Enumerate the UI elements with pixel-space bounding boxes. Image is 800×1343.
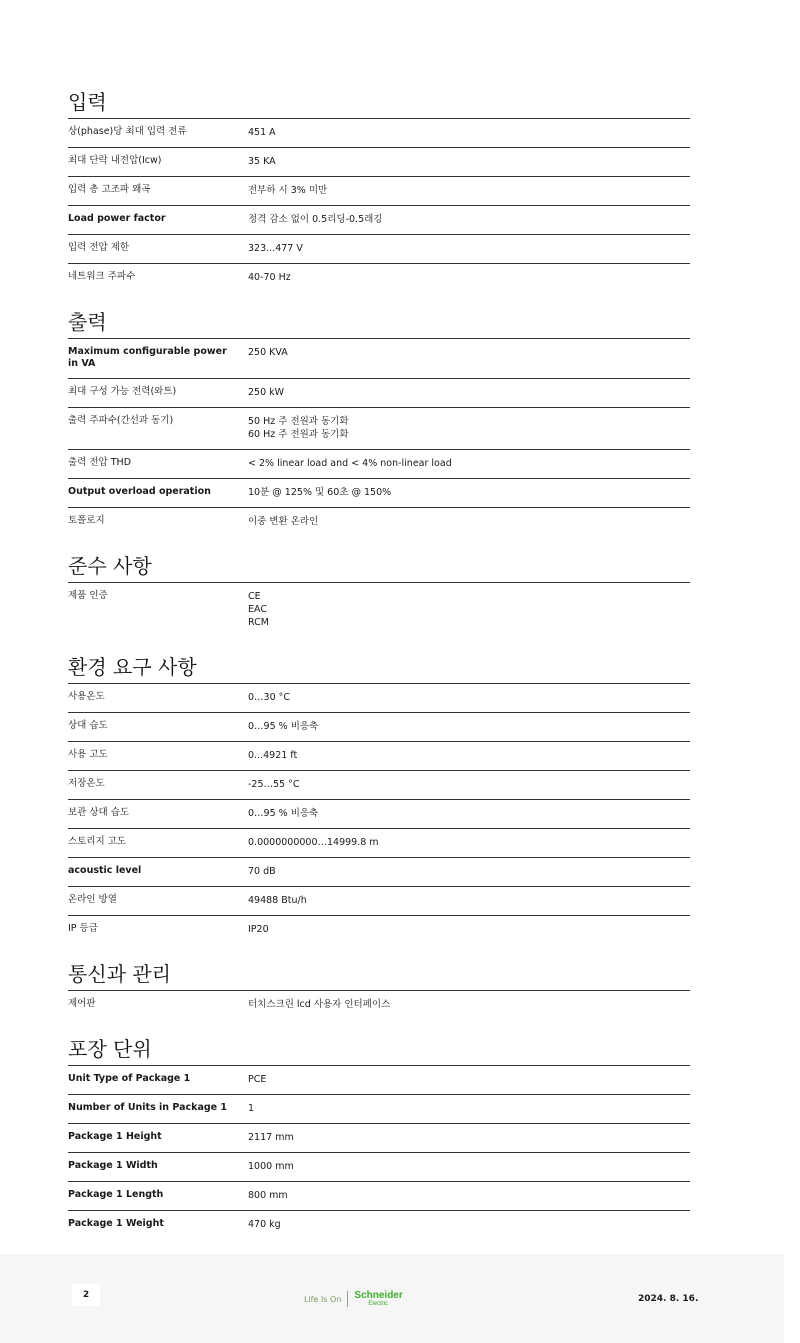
spec-section [68,550,690,637]
spec-value [248,242,690,255]
spec-row [68,408,690,450]
spec-label: 출력 주파수(간선과 동기) [68,415,174,426]
spec-value-line: RCM [248,617,269,628]
spec-content [68,86,690,1239]
spec-value [248,865,690,878]
spec-label: 최대 구성 가능 전력(와트) [68,386,177,397]
spec-row [68,713,690,742]
spec-label: Output overload operation [68,486,211,497]
spec-row [68,1124,690,1153]
section-title: 통신과 관리 [68,958,690,991]
spec-label: Package 1 Width [68,1160,158,1171]
brand-name: Schneider [354,1290,403,1301]
spec-value-line: 1 [248,1103,255,1114]
spec-value-line: CE [248,591,261,602]
spec-value-line: 70 dB [248,866,276,877]
spec-value-line: 1000 mm [248,1161,294,1172]
spec-label: 최대 단락 내전압(Icw) [68,155,162,166]
spec-value-line: 0…95 % 비응축 [248,721,319,732]
spec-value-line: 451 A [248,127,276,138]
spec-label: 제품 인증 [68,590,108,601]
spec-row [68,991,690,1019]
spec-value [248,836,690,849]
spec-row [68,1211,690,1239]
spec-value [248,1160,690,1173]
spec-row [68,264,690,292]
spec-row [68,1066,690,1095]
spec-value-line: IP20 [248,924,269,935]
spec-value-line: 50 Hz 주 전원과 동기화 [248,416,349,427]
section-title: 출력 [68,306,690,339]
page-number: 2 [72,1284,100,1306]
spec-label: 제어판 [68,998,96,1009]
spec-row [68,379,690,408]
spec-section [68,958,690,1019]
spec-section [68,651,690,944]
spec-value [248,415,690,441]
spec-label: 입력 전압 제한 [68,242,130,253]
spec-value-line: 250 KVA [248,347,288,358]
spec-value [248,515,690,528]
spec-value [248,778,690,791]
section-title: 입력 [68,86,690,119]
spec-value [248,807,690,820]
spec-value [248,720,690,733]
spec-row [68,916,690,944]
spec-value [248,749,690,762]
spec-label: Package 1 Length [68,1189,164,1200]
spec-label: 토폴로지 [68,515,105,526]
spec-value-line: 35 KA [248,156,276,167]
spec-value [248,1131,690,1144]
spec-row [68,450,690,479]
spec-row [68,339,690,379]
brand-sub: Electric [368,1301,389,1307]
spec-section [68,1033,690,1239]
spec-value-line: < 2% linear load and < 4% non-linear load [248,458,452,469]
spec-value [248,998,690,1011]
spec-value-line: 2117 mm [248,1132,294,1143]
spec-value-line: 터치스크린 lcd 사용자 인터페이스 [248,999,391,1010]
spec-value-line: 250 kW [248,387,285,398]
spec-value [248,155,690,168]
spec-label: Unit Type of Package 1 [68,1073,191,1084]
spec-value-line: 470 kg [248,1219,281,1230]
spec-value-line: 0…95 % 비응축 [248,808,319,819]
spec-row [68,583,690,637]
spec-section [68,86,690,292]
spec-row [68,177,690,206]
spec-row [68,206,690,235]
spec-value [248,1073,690,1086]
spec-label: 보관 상대 습도 [68,807,130,818]
spec-value-line: 49488 Btu/h [248,895,307,906]
spec-label: Load power factor [68,213,166,224]
spec-value-line: 800 mm [248,1190,288,1201]
spec-row [68,684,690,713]
spec-row [68,800,690,829]
spec-row [68,771,690,800]
spec-label: Maximum configurable power in VA [68,346,227,369]
spec-label: 사용 고도 [68,749,108,760]
spec-value-line: 0…30 °C [248,692,291,703]
spec-row [68,235,690,264]
brand-divider [347,1291,348,1307]
spec-value [248,346,690,370]
section-title: 환경 요구 사항 [68,651,690,684]
spec-label: 저장온도 [68,778,105,789]
spec-row [68,148,690,177]
spec-value [248,126,690,139]
print-date: 2024. 8. 16. [638,1294,699,1304]
spec-label: acoustic level [68,865,142,876]
spec-label: Package 1 Weight [68,1218,164,1229]
spec-row [68,1182,690,1211]
spec-value [248,1189,690,1202]
spec-label: Number of Units in Package 1 [68,1102,228,1113]
spec-value-line: 40-70 Hz [248,272,291,283]
spec-value-line: -25…55 °C [248,779,300,790]
spec-value-line: 정격 감소 없이 0.5리딩-0.5래깅 [248,214,383,225]
spec-row [68,508,690,536]
spec-label: 상대 습도 [68,720,108,731]
spec-value-line: 0...4921 ft [248,750,298,761]
spec-value [248,457,690,470]
spec-value [248,386,690,399]
spec-value-line: 0.0000000000…14999.8 m [248,837,379,848]
spec-value-line: 323...477 V [248,243,303,254]
schneider-logo [354,1291,402,1307]
spec-value [248,923,690,936]
spec-row [68,1095,690,1124]
spec-row [68,119,690,148]
spec-value-line: 전부하 시 3% 미만 [248,185,328,196]
page-footer [0,1254,784,1343]
spec-value-line: EAC [248,604,267,615]
spec-label: 스토리지 고도 [68,836,127,847]
spec-value [248,213,690,226]
brand-logo [304,1288,403,1310]
spec-label: 상(phase)당 최대 입력 전류 [68,126,187,137]
spec-label: 입력 총 고조파 왜곡 [68,184,151,195]
section-title: 준수 사항 [68,550,690,583]
spec-label: 네트워크 주파수 [68,271,136,282]
spec-section [68,306,690,536]
spec-row [68,829,690,858]
spec-value [248,590,690,629]
spec-row [68,887,690,916]
spec-label: IP 등급 [68,923,98,934]
spec-value [248,271,690,284]
spec-value-line: 이중 변환 온라인 [248,516,319,527]
spec-value [248,1102,690,1115]
spec-value-line: PCE [248,1074,267,1085]
spec-label: Package 1 Height [68,1131,162,1142]
spec-value [248,184,690,197]
spec-value [248,691,690,704]
spec-row [68,479,690,508]
spec-label: 출력 전압 THD [68,457,132,468]
section-title: 포장 단위 [68,1033,690,1066]
spec-value-line: 10분 @ 125% 및 60초 @ 150% [248,487,392,498]
spec-label: 온라인 방열 [68,894,117,905]
tagline: Life Is On [304,1294,342,1304]
spec-value [248,1218,690,1231]
spec-label: 사용온도 [68,691,105,702]
spec-row [68,1153,690,1182]
spec-value [248,486,690,499]
spec-row [68,742,690,771]
spec-row [68,858,690,887]
spec-value [248,894,690,907]
spec-value-line: 60 Hz 주 전원과 동기화 [248,429,349,440]
